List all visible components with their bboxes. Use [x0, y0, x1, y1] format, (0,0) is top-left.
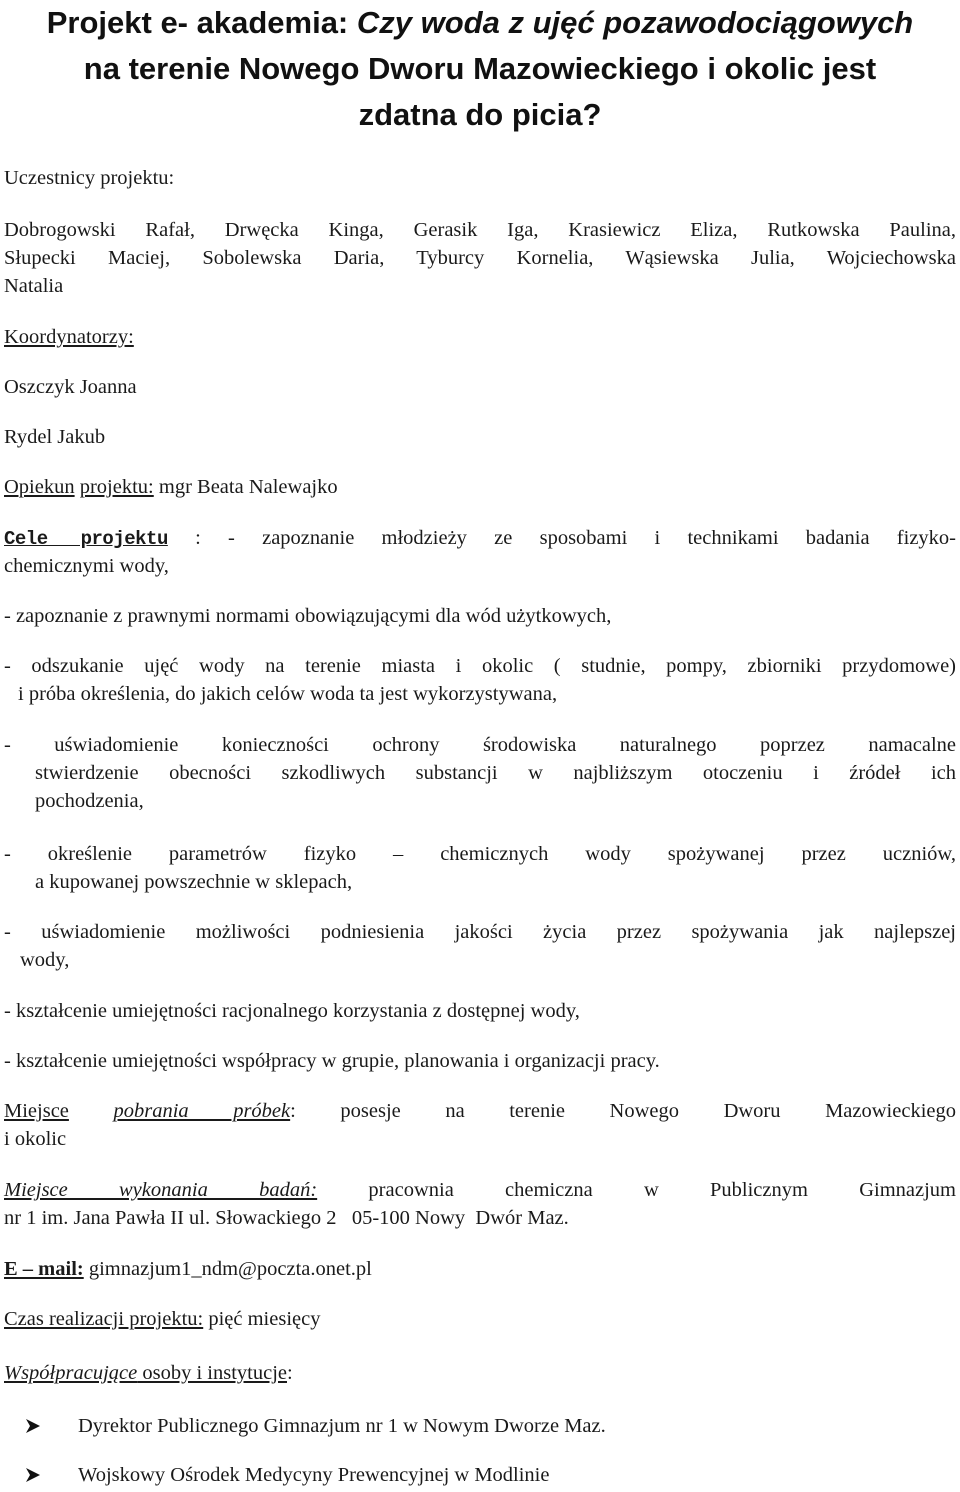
duration-value: pięć miesięcy [203, 1308, 321, 1330]
email-label: E – mail: [4, 1258, 84, 1280]
research-place-line-2: nr 1 im. Jana Pawła II ul. Słowackiego 2 05-100 Nowy Dwór Maz. [4, 1207, 569, 1229]
partners-label: Współpracujące [4, 1362, 138, 1384]
duration-line [4, 1305, 320, 1333]
goals-line-1: Cele projektu : - zapoznanie młodzieży ze sposobami i technikami badania fizyko- [4, 527, 956, 550]
goal-item: - kształcenie umiejętności współpracy w grupie, planowania i organizacji pracy. [4, 1050, 660, 1072]
title-line-1: Projekt e- akademia: Czy woda z ujęć pozawodociągowych [46, 5, 914, 40]
sampling-place-label: pobrania próbek [113, 1100, 291, 1122]
coordinators-label: Koordynatorzy: [4, 326, 134, 348]
sampling-place-label: Miejsce [4, 1100, 69, 1122]
goal-item: - zapoznanie z prawnymi normami obowiązującymi dla wód użytkowych, [4, 605, 612, 627]
participants-label: Uczestnicy projektu: [4, 167, 175, 189]
goal-item: - uświadomienie konieczności ochrony środowiska naturalnego poprzez namacalne stwierdzenie obecności szkodliwych substancji w najbliższym otoczeniu i źródeł ich pochodzenia, [4, 734, 956, 812]
partners-label: osoby i instytucje [137, 1362, 287, 1384]
title-line-2: na terenie Nowego Dworu Mazowieckiego i okolic jest [83, 51, 877, 86]
arrow-bullet-icon [26, 1419, 40, 1433]
duration-label: Czas realizacji projektu: [4, 1308, 204, 1330]
guardian-value: mgr Beata Nalewajko [153, 476, 338, 498]
sampling-place-line-2: i okolic [4, 1128, 67, 1150]
list-item: Wojskowy Ośrodek Medycyny Prewencyjnej w Modlinie [4, 1461, 549, 1489]
guardian-label: projektu: [79, 476, 154, 498]
research-place-label: Miejsce wykonania badań: [4, 1179, 318, 1201]
document-title [4, 0, 956, 138]
goal-item: - określenie parametrów fizyko – chemicznych wody spożywanej przez uczniów, a kupowanej powszechnie w sklepach, [4, 843, 956, 893]
sampling-place-line-1: Miejsce pobrania próbek: posesje na terenie Nowego Dworu Mazowieckiego [4, 1100, 956, 1122]
guardian-line [4, 473, 338, 501]
goal-item: - odszukanie ujęć wody na terenie miasta i okolic ( studnie, pompy, zbiorniki przydomowe) i próba określenia, do jakich celów woda ta jest wykorzystywana, [4, 655, 956, 705]
goal-item: - kształcenie umiejętności racjonalnego korzystania z dostępnej wody, [4, 1000, 580, 1022]
guardian-label: Opiekun [4, 476, 75, 498]
research-place-line-1: Miejsce wykonania badań: pracownia chemiczna w Publicznym Gimnazjum [4, 1179, 956, 1201]
list-item: Dyrektor Publicznego Gimnazjum nr 1 w Nowym Dworze Maz. [4, 1412, 606, 1440]
goals-label: Cele projektu [4, 528, 168, 550]
participants-line-2: Słupecki Maciej, Sobolewska Daria, Tyburcy Kornelia, Wąsiewska Julia, Wojciechowska [4, 247, 956, 269]
email-value: gimnazjum1_ndm@poczta.onet.pl [83, 1258, 372, 1280]
partners-label-line: Współpracujące osoby i instytucje: [4, 1362, 293, 1384]
coordinator-name: Rydel Jakub [4, 426, 106, 448]
goal-item: - uświadomienie możliwości podniesienia jakości życia przez spożywania jak najlepszej wody, [4, 921, 956, 971]
email-line [4, 1255, 372, 1283]
participants-line-3: Natalia [4, 275, 64, 297]
arrow-bullet-icon [26, 1468, 40, 1482]
title-line-3: zdatna do picia? [358, 97, 602, 132]
goals-line-1-cont: chemicznymi wody, [4, 555, 169, 577]
coordinator-name: Oszczyk Joanna [4, 376, 137, 398]
participants-line-1: Dobrogowski Rafał, Drwęcka Kinga, Gerasik Iga, Krasiewicz Eliza, Rutkowska Paulina, [4, 219, 956, 241]
